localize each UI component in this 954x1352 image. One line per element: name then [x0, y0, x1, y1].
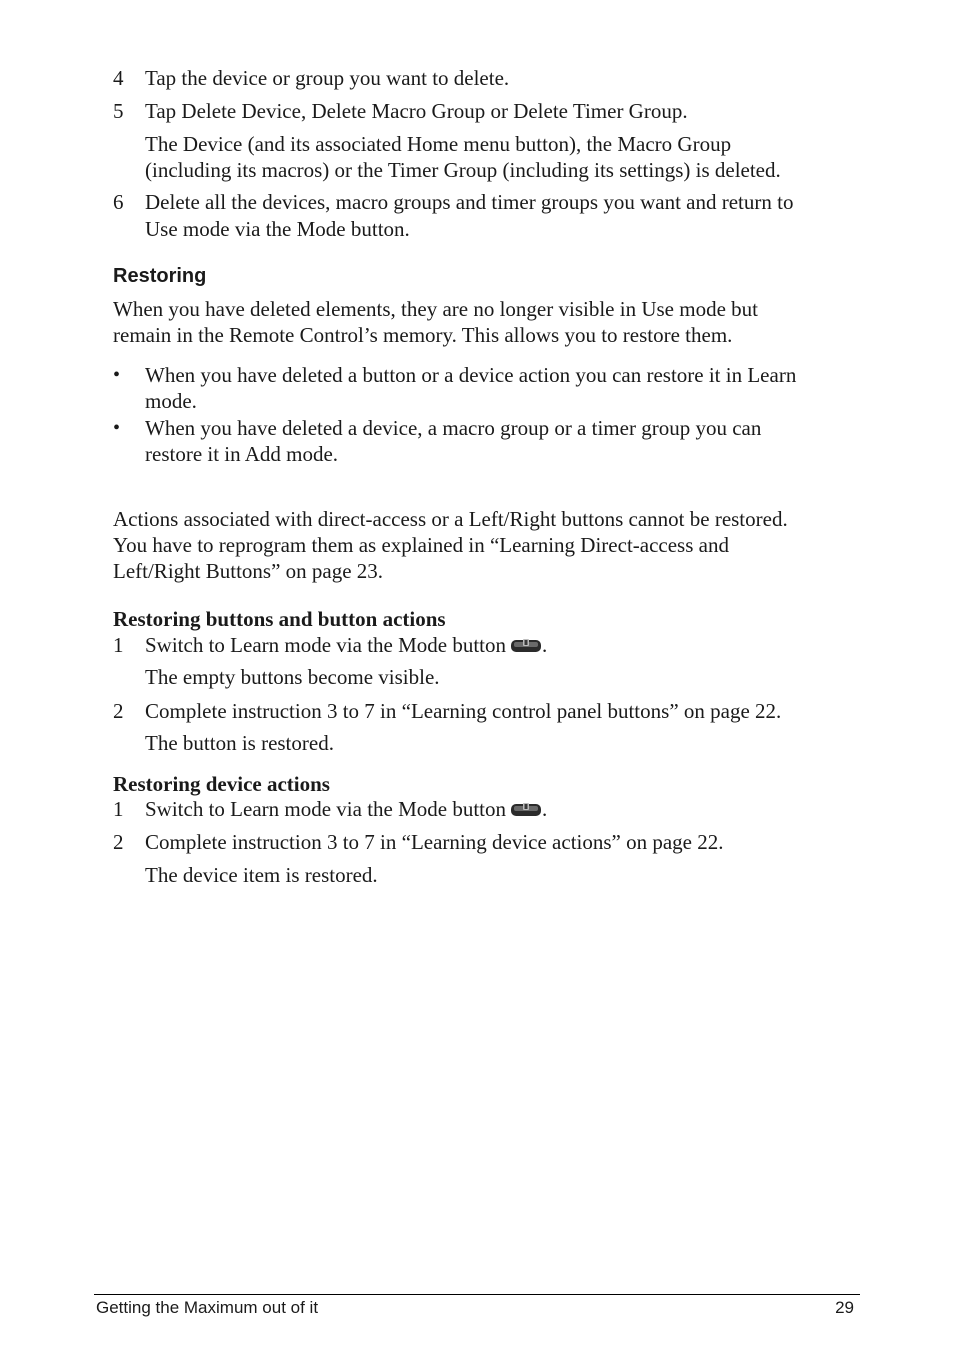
- bullet-symbol: •: [113, 364, 121, 386]
- paragraph-text: Actions associated with direct-access or a Left/Right buttons cannot be restored.: [113, 507, 788, 531]
- step-number: 2: [113, 830, 124, 854]
- step-text: Tap Delete Device, Delete Macro Group or Delete Timer Group.: [145, 99, 688, 123]
- step-result-text: The device item is restored.: [145, 863, 378, 887]
- step-punctuation: .: [542, 633, 548, 657]
- paragraph-text: remain in the Remote Control’s memory. This allows you to restore them.: [113, 323, 733, 347]
- step-number: 5: [113, 99, 124, 123]
- step-text-with-icon: [145, 632, 547, 658]
- step-punctuation: .: [542, 797, 548, 821]
- step-number: 1: [113, 633, 124, 657]
- bullet-text: mode.: [145, 389, 197, 413]
- bullet-text: When you have deleted a button or a device action you can restore it in Learn: [145, 363, 797, 387]
- footer-title: Getting the Maximum out of it: [96, 1298, 319, 1317]
- step-text: Switch to Learn mode via the Mode button: [145, 797, 507, 821]
- step-text-with-icon: [145, 796, 547, 822]
- step-text: Use mode via the Mode button.: [145, 217, 410, 241]
- mode-button-icon: [510, 802, 542, 818]
- subsection-heading: Restoring device actions: [113, 772, 330, 796]
- paragraph-text: Left/Right Buttons” on page 23.: [113, 559, 384, 583]
- step-text: Complete instruction 3 to 7 in “Learning control panel buttons” on page 22.: [145, 699, 782, 723]
- step-result-text: The button is restored.: [145, 731, 334, 755]
- step-result-text: (including its macros) or the Timer Group (including its settings) is deleted.: [145, 158, 781, 182]
- step-text: Tap the device or group you want to delete.: [145, 66, 510, 90]
- bullet-text: When you have deleted a device, a macro group or a timer group you can: [145, 416, 762, 440]
- paragraph-text: When you have deleted elements, they are no longer visible in Use mode but: [113, 297, 758, 321]
- step-number: 1: [113, 797, 124, 821]
- footer-rule: [94, 1294, 860, 1295]
- subsection-heading: Restoring buttons and button actions: [113, 607, 446, 631]
- step-number: 4: [113, 66, 124, 90]
- paragraph-text: You have to reprogram them as explained in “Learning Direct-access and: [113, 533, 729, 557]
- step-result-text: The empty buttons become visible.: [145, 665, 440, 689]
- bullet-text: restore it in Add mode.: [145, 442, 339, 466]
- step-text: Complete instruction 3 to 7 in “Learning device actions” on page 22.: [145, 830, 724, 854]
- step-number: 6: [113, 190, 124, 214]
- step-text: Switch to Learn mode via the Mode button: [145, 633, 507, 657]
- page-number: 29: [835, 1298, 854, 1317]
- step-text: Delete all the devices, macro groups and timer groups you want and return to: [145, 190, 794, 214]
- bullet-symbol: •: [113, 417, 121, 439]
- section-heading: Restoring: [113, 265, 207, 287]
- mode-button-icon: [510, 638, 542, 654]
- step-number: 2: [113, 699, 124, 723]
- step-result-text: The Device (and its associated Home menu button), the Macro Group: [145, 132, 732, 156]
